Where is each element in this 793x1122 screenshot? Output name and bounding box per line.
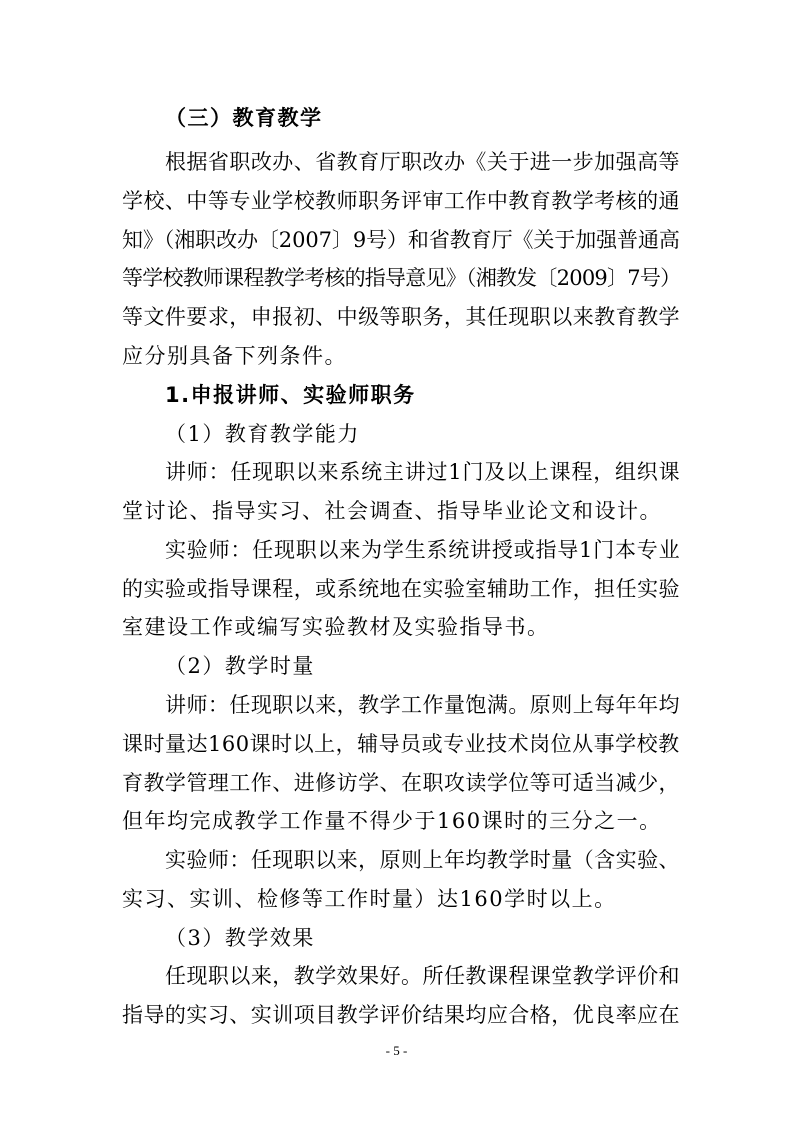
item-title: （3）教学效果 [165, 926, 315, 950]
paragraph-line: 讲师：任现职以来，教学工作量饱满。原则上每年年均 [165, 693, 680, 717]
paragraph-line: 实验师：任现职以来，原则上年均教学时量（含实验、 [165, 848, 680, 872]
paragraph-line: 实习、实训、检修等工作时量）达160学时以上。 [122, 887, 617, 911]
paragraph-line: 实验师：任现职以来为学生系统讲授或指导1门本专业 [165, 538, 681, 562]
paragraph-line: 指导的实习、实训项目教学评价结果均应合格，优良率应在 [122, 1003, 680, 1027]
paragraph-line: 等文件要求，申报初、中级等职务，其任现职以来教育教学 [122, 305, 680, 329]
paragraph-line: 根据省职改办、省教育厅职改办《关于进一步加强高等 [165, 150, 680, 174]
paragraph-line: 的实验或指导课程，或系统地在实验室辅助工作，担任实验 [122, 577, 680, 601]
paragraph-line: 课时量达160课时以上，辅导员或专业技术岗位从事学校教 [122, 732, 680, 756]
item-title: （2）教学时量 [165, 654, 315, 678]
paragraph-line: 任现职以来，教学效果好。所任教课程课堂教学评价和 [165, 964, 680, 988]
page-number: - 5 - [385, 1043, 408, 1058]
paragraph-line: 知》（湘职改办〔2007〕9号）和省教育厅《关于加强普通高 [122, 228, 680, 252]
paragraph-line: 学校、中等专业学校教师职务评审工作中教育教学考核的通 [122, 189, 680, 213]
paragraph-line: 讲师：任现职以来系统主讲过1门及以上课程，组织课 [165, 460, 681, 484]
paragraph-line: 室建设工作或编写实验教材及实验指导书。 [122, 615, 550, 639]
item-title: （1）教育教学能力 [165, 422, 360, 446]
paragraph-line: 但年均完成教学工作量不得少于160课时的三分之一。 [122, 809, 662, 833]
paragraph-line: 育教学管理工作、进修访学、在职攻读学位等可适当减少， [122, 771, 680, 795]
paragraph-line: 等学校教师课程教学考核的指导意见》（湘教发〔2009〕7号） [122, 266, 681, 290]
subheading: 1.申报讲师、实验师职务 [165, 383, 416, 407]
paragraph-line: 应分别具备下列条件。 [122, 344, 347, 368]
paragraph-line: 堂讨论、指导实习、社会调查、指导毕业论文和设计。 [122, 499, 662, 523]
section-heading: （三）教育教学 [165, 106, 323, 130]
